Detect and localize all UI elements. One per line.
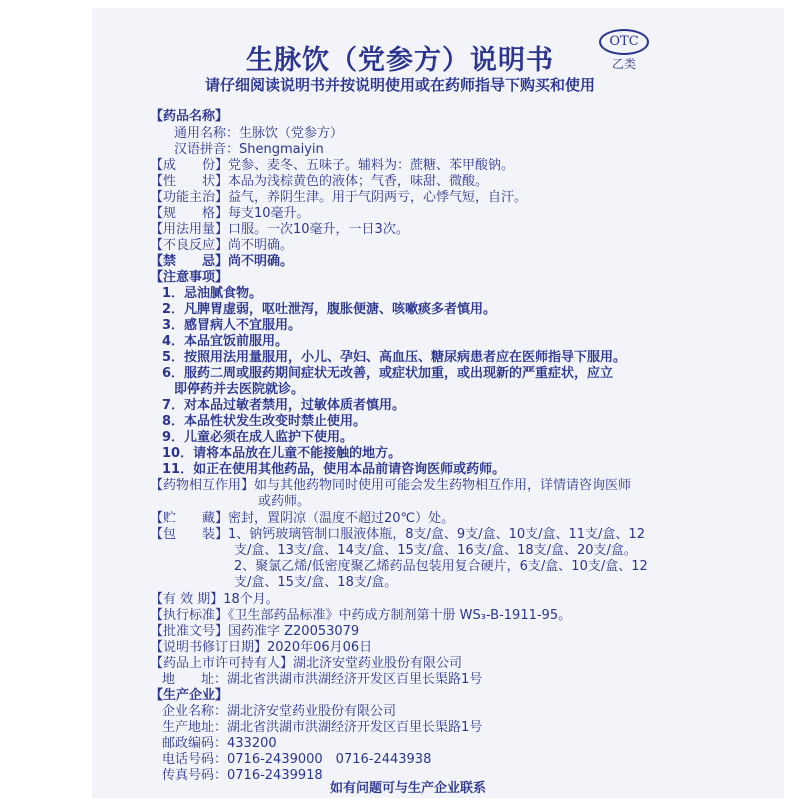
packaging-continued: 支/盒、13支/盒、14支/盒、15支/盒、16支/盒、18支/盒、20支/盒。: [234, 543, 637, 558]
description-line: 【性 状】本品为浅棕黄色的液体；气香，味甜、微酸。: [150, 174, 489, 189]
fax-line: 传真号码：0716-2439918: [162, 768, 323, 783]
section-manufacturer: 【生产企业】: [150, 688, 229, 703]
packaging-line: 【包 装】1、钠钙玻璃管制口服液体瓶，8支/盒、9支/盒、10支/盒、11支/盒、12: [150, 527, 645, 542]
precaution-item: 7．对本品过敏者禁用，过敏体质者慎用。: [162, 398, 406, 413]
section-precautions: 【注意事项】: [150, 270, 229, 285]
precaution-item: 11．如正在使用其他药品，使用本品前请咨询医师或药师。: [162, 462, 506, 477]
precaution-item: 9．儿童必须在成人监护下使用。: [162, 430, 354, 445]
drug-interactions-line: 【药物相互作用】如与其他药物同时使用可能会发生药物相互作用，详情请咨询医师: [150, 478, 632, 493]
postal-code-line: 邮政编码：433200: [162, 736, 277, 751]
otc-class-label: 乙类: [612, 57, 637, 71]
specification-line: 【规 格】每支10毫升。: [150, 206, 310, 221]
packaging-continued: 支/盒、15支/盒、18支/盒。: [234, 575, 398, 590]
precaution-item: 3．感冒病人不宜服用。: [162, 318, 302, 333]
standard-line: 【执行标准】《卫生部药品标准》中药成方制剂第十册 WS₃-B-1911-95。: [150, 608, 572, 623]
holder-address-line: 地 址：湖北省洪湖市洪湖经济开发区百里长渠路1号: [162, 672, 483, 687]
precaution-item-continued: 即停药并去医院就诊。: [174, 382, 305, 397]
pinyin-line: 汉语拼音：Shengmaiyin: [174, 142, 324, 157]
precaution-item: 4．本品宜饭前服用。: [162, 334, 289, 349]
precaution-item: 6．服药二周或服药期间症状无改善，或症状加重，或出现新的严重症状，应立: [162, 366, 614, 381]
precaution-item: 2．凡脾胃虚弱，呕吐泄泻，腹胀便溏、咳嗽痰多者慎用。: [162, 302, 497, 317]
shelf-life-line: 【有 效 期】18个月。: [150, 592, 279, 607]
phone-line: 电话号码：0716-2439000 0716-2443938: [162, 752, 432, 767]
license-holder-line: 【药品上市许可持有人】湖北济安堂药业股份有限公司: [150, 656, 463, 671]
precaution-item: 8．本品性状发生改变时禁止使用。: [162, 414, 367, 429]
document-title: 生脉饮（党参方）说明书: [246, 45, 554, 76]
precaution-item: 10．请将本品放在儿童不能接触的地方。: [162, 446, 402, 461]
precaution-item: 5．按照用法用量服用，小儿、孕妇、高血压、糖尿病患者应在医师指导下服用。: [162, 350, 627, 365]
footer-note-visible: 如有问题可与生产企业联系: [330, 781, 487, 796]
contraindications-line: 【禁 忌】尚不明确。: [150, 254, 294, 269]
precaution-item: 1．忌油腻食物。: [162, 286, 263, 301]
drug-interactions-continued: 或药师。: [258, 494, 311, 509]
indications-line: 【功能主治】益气，养阴生津。用于气阴两亏，心悸气短，自汗。: [150, 190, 528, 205]
approval-number-line: 【批准文号】国药准字 Z20053079: [150, 624, 360, 639]
company-name-line: 企业名称：湖北济安堂药业股份有限公司: [162, 704, 397, 719]
otc-badge: OTC: [599, 29, 649, 55]
common-name-line: 通用名称：生脉饮（党参方）: [174, 126, 344, 141]
document-subtitle: 请仔细阅读说明书并按说明使用或在药师指导下购买和使用: [204, 76, 595, 94]
revision-date-line: 【说明书修订日期】2020年06月06日: [150, 640, 373, 655]
adverse-reactions-line: 【不良反应】尚不明确。: [150, 238, 294, 253]
production-address-line: 生产地址：湖北省洪湖市洪湖经济开发区百里长渠路1号: [162, 720, 483, 735]
storage-line: 【贮 藏】密封，置阴凉（温度不超过20℃）处。: [150, 511, 455, 526]
packaging-line-2: 2、聚氯乙烯/低密度聚乙烯药品包装用复合硬片，6支/盒、10支/盒、12: [234, 559, 648, 574]
dosage-line: 【用法用量】口服。一次10毫升，一日3次。: [150, 222, 409, 237]
ingredients-line: 【成 份】党参、麦冬、五味子。辅料为：蔗糖、苯甲酸钠。: [150, 158, 515, 173]
section-drug-name: 【药品名称】: [150, 109, 229, 124]
